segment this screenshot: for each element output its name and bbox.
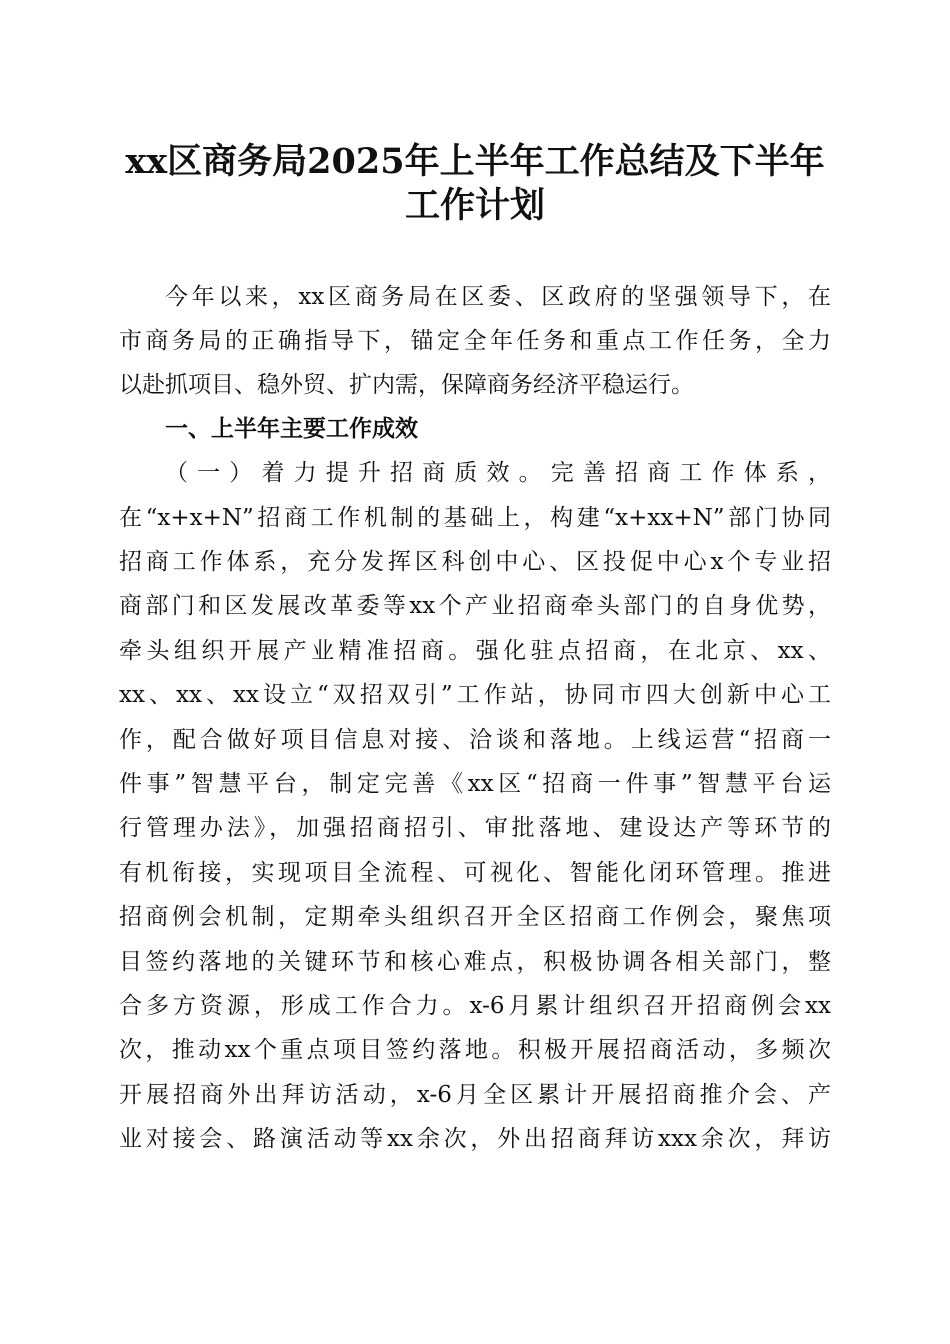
body-line: xx、xx、xx设立“双招双引”工作站，协同市四大创新中心工 bbox=[119, 682, 831, 708]
body-line: 行管理办法》，加强招商招引、审批落地、建设达产等环节的 bbox=[119, 815, 831, 841]
body-line: 业对接会、路演活动等xx余次，外出招商拜访xxx余次，拜访 bbox=[119, 1126, 831, 1152]
body-line: 招商例会机制，定期牵头组织召开全区招商工作例会，聚焦项 bbox=[119, 904, 831, 930]
document-title-line-1: xx区商务局2025年上半年工作总结及下半年 bbox=[125, 141, 825, 182]
intro-line: 市商务局的正确指导下，锚定全年任务和重点工作任务，全力 bbox=[119, 328, 831, 354]
document-title-line-2: 工作计划 bbox=[404, 185, 545, 226]
body-line: 合多方资源，形成工作合力。x-6月累计组织召开招商例会xx bbox=[119, 993, 831, 1019]
body-line: 商部门和区发展改革委等xx个产业招商牵头部门的自身优势， bbox=[119, 593, 831, 619]
body-line: 目签约落地的关键环节和核心难点，积极协调各相关部门，整 bbox=[119, 949, 831, 975]
body-line: 开展招商外出拜访活动，x-6月全区累计开展招商推介会、产 bbox=[119, 1082, 831, 1108]
body-line: 次，推动xx个重点项目签约落地。积极开展招商活动，多频次 bbox=[119, 1037, 831, 1063]
intro-line: 今年以来，xx区商务局在区委、区政府的坚强领导下，在 bbox=[165, 284, 831, 310]
body-line: 有机衔接，实现项目全流程、可视化、智能化闭环管理。推进 bbox=[119, 860, 831, 886]
intro-line: 以赴抓项目、稳外贸、扩内需，保障商务经济平稳运行。 bbox=[119, 372, 694, 398]
section-heading: 一、上半年主要工作成效 bbox=[165, 416, 418, 442]
body-line: 作，配合做好项目信息对接、洽谈和落地。上线运营“招商一 bbox=[119, 727, 831, 753]
body-line: 牵头组织开展产业精准招商。强化驻点招商，在北京、xx、 bbox=[119, 638, 831, 664]
body-line: 招商工作体系，充分发挥区科创中心、区投促中心x个专业招 bbox=[119, 549, 831, 575]
body-line: 在“x+x+N”招商工作机制的基础上，构建“x+xx+N”部门协同 bbox=[119, 505, 831, 531]
body-line: 件事”智慧平台，制定完善《xx区“招商一件事”智慧平台运 bbox=[119, 771, 831, 797]
body-line: （一）着力提升招商质效。完善招商工作体系， bbox=[165, 460, 831, 486]
